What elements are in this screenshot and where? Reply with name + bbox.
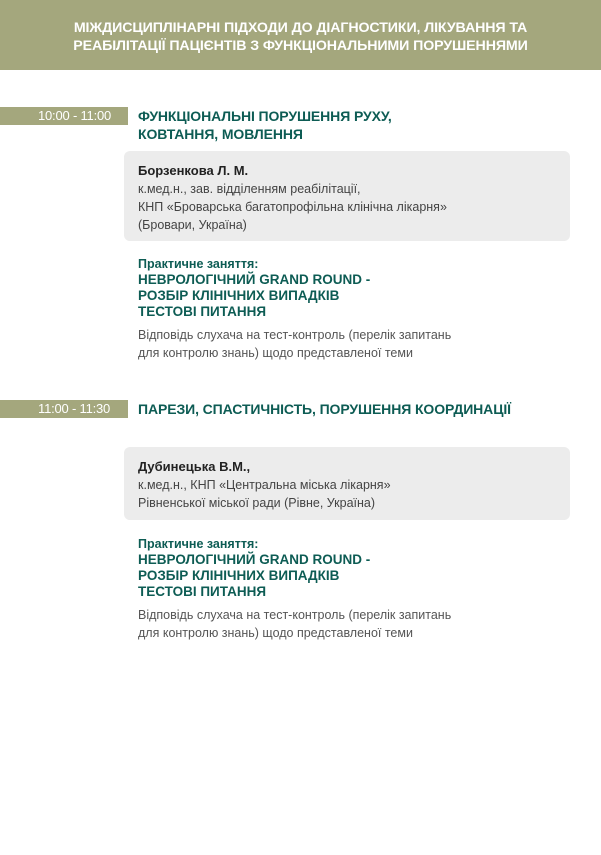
session-2-speaker-location: Рівненської міської ради (Рівне, Україна) [138, 496, 376, 510]
session-2-speaker-affiliation: к.мед.н., КНП «Центральна міська лікарня» [138, 478, 391, 492]
session-1-time: 10:00 - 11:00 [0, 107, 128, 125]
session-1-practice-line-3: ТЕСТОВІ ПИТАННЯ [138, 304, 267, 319]
header-title-line-1: МІЖДИСЦИПЛІНАРНІ ПІДХОДИ ДО ДІАГНОСТИКИ, ЛІКУВАННЯ ТА [73, 20, 528, 36]
session-1-speaker-affiliation: КНП «Броварська багатопрофільна клінічна лікарня» [138, 200, 447, 214]
session-1-practice [138, 256, 578, 320]
session-1-practice-description [138, 326, 578, 362]
session-2-practice-label: Практичне заняття: [138, 537, 259, 551]
session-1-title [138, 107, 392, 143]
session-1-practice-line-1: НЕВРОЛОГІЧНИЙ GRAND ROUND - [138, 272, 371, 287]
header-title-line-2: РЕАБІЛІТАЦІЇ ПАЦІЄНТІВ З ФУНКЦІОНАЛЬНИМИ ПОРУШЕННЯМИ [73, 38, 528, 54]
session-1-practice-desc-line-2: для контролю знань) щодо представленої теми [138, 346, 413, 360]
session-2-practice-desc-line-2: для контролю знань) щодо представленої теми [138, 626, 413, 640]
session-1-speaker-location: (Бровари, Україна) [138, 218, 247, 232]
session-1-speaker-name: Борзенкова Л. М. [138, 163, 249, 178]
session-2-practice-line-3: ТЕСТОВІ ПИТАННЯ [138, 584, 267, 599]
session-1-title-line-1: ФУНКЦІОНАЛЬНІ ПОРУШЕННЯ РУХУ, [138, 108, 392, 124]
session-2-speaker-name: Дубинецька В.М., [138, 459, 251, 474]
session-1-title-line-2: КОВТАННЯ, МОВЛЕННЯ [138, 126, 303, 142]
session-2-practice [138, 536, 578, 600]
session-2-practice-desc-line-1: Відповідь слухача на тест-контроль (перелік запитань [138, 608, 452, 622]
session-1-speaker-position: к.мед.н., зав. відділенням реабілітації, [138, 182, 361, 196]
session-2-practice-line-2: РОЗБІР КЛІНІЧНИХ ВИПАДКІВ [138, 568, 340, 583]
session-2-title [138, 400, 511, 418]
session-2-speaker-card [124, 447, 570, 520]
session-1-practice-desc-line-1: Відповідь слухача на тест-контроль (перелік запитань [138, 328, 452, 342]
session-2-time: 11:00 - 11:30 [0, 400, 128, 418]
session-1-practice-label: Практичне заняття: [138, 257, 259, 271]
session-2-practice-line-1: НЕВРОЛОГІЧНИЙ GRAND ROUND - [138, 552, 371, 567]
page-header [0, 0, 601, 70]
session-1-speaker-card [124, 151, 570, 241]
session-2-title-line-1: ПАРЕЗИ, СПАСТИЧНІСТЬ, ПОРУШЕННЯ КООРДИНАЦІЇ [138, 401, 511, 417]
session-1-practice-line-2: РОЗБІР КЛІНІЧНИХ ВИПАДКІВ [138, 288, 340, 303]
session-2-practice-description [138, 606, 578, 642]
